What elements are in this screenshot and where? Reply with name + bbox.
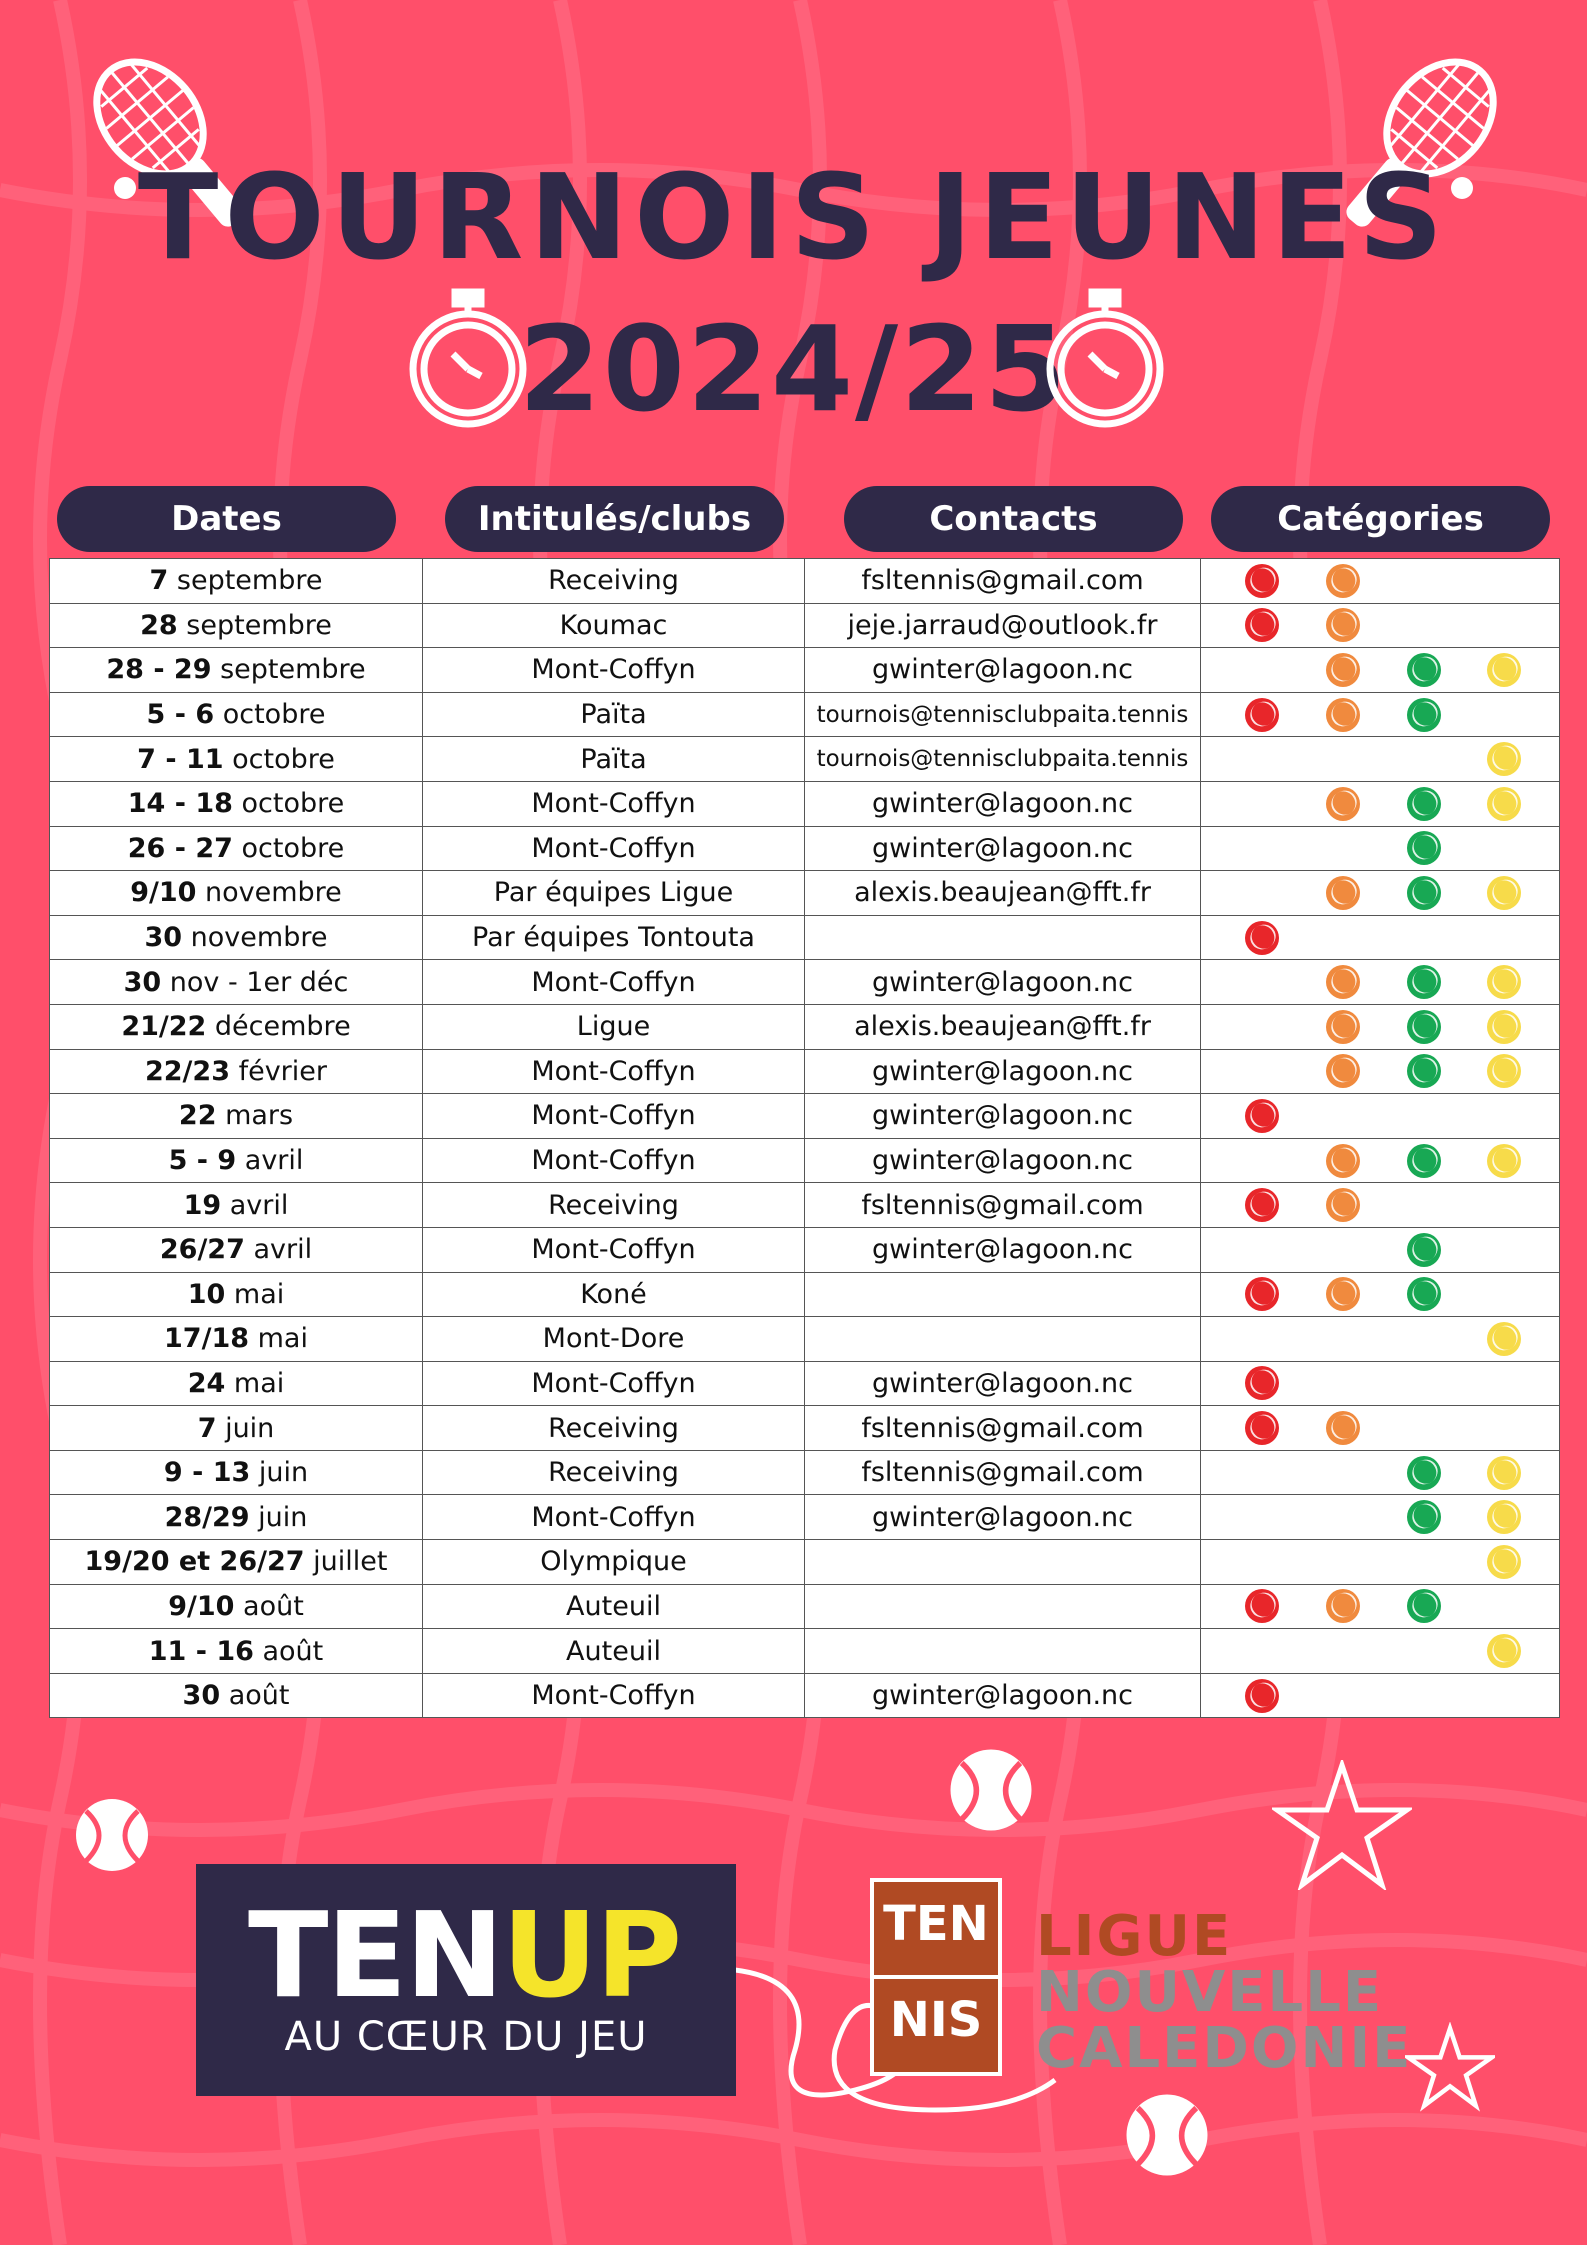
orange-ball-icon <box>1326 698 1360 732</box>
red-ball-icon <box>1245 608 1279 642</box>
cell-contact: gwinter@lagoon.nc <box>805 1138 1201 1183</box>
yellow-ball-icon <box>1487 965 1521 999</box>
cell-categories <box>1201 1183 1560 1228</box>
table-row <box>50 737 1560 782</box>
date-month: août <box>220 1680 290 1712</box>
cell-contact <box>805 915 1201 960</box>
date-days: 7 - 11 <box>137 743 224 775</box>
yellow-ball-icon <box>1487 1010 1521 1044</box>
date-month: mars <box>216 1100 294 1132</box>
red-ball-icon <box>1245 1188 1279 1222</box>
cell-date <box>50 1094 423 1139</box>
season-year: 2024/25 <box>518 300 1069 438</box>
date-month: décembre <box>206 1011 351 1043</box>
date-month: juin <box>250 1457 309 1489</box>
green-ball-icon <box>1407 1277 1441 1311</box>
cell-categories <box>1201 737 1560 782</box>
date-month: avril <box>244 1234 313 1266</box>
date-month: juin <box>249 1501 308 1533</box>
cell-categories <box>1201 1049 1560 1094</box>
cell-contact: tournois@tennisclubpaita.tennis <box>805 737 1201 782</box>
green-ball-icon <box>1407 1010 1441 1044</box>
yellow-ball-icon <box>1487 1545 1521 1579</box>
yellow-ball-icon <box>1487 742 1521 776</box>
cell-contact: alexis.beaujean@fft.fr <box>805 1004 1201 1049</box>
table-row <box>50 1138 1560 1183</box>
date-days: 24 <box>187 1367 226 1399</box>
cell-date <box>50 1138 423 1183</box>
cell-date <box>50 1004 423 1049</box>
cell-date <box>50 559 423 604</box>
date-month: août <box>234 1590 304 1622</box>
cell-contact: gwinter@lagoon.nc <box>805 960 1201 1005</box>
date-month: octobre <box>232 788 345 820</box>
cell-categories <box>1201 1584 1560 1629</box>
yellow-ball-icon <box>1487 1054 1521 1088</box>
cell-club: Receiving <box>423 1450 805 1495</box>
date-days: 9/10 <box>168 1590 235 1622</box>
cell-date <box>50 1183 423 1228</box>
cell-club: Mont-Coffyn <box>423 648 805 693</box>
cell-categories <box>1201 1450 1560 1495</box>
date-month: août <box>253 1635 324 1667</box>
table-row <box>50 1317 1560 1362</box>
date-month: avril <box>236 1145 304 1177</box>
date-days: 17/18 <box>164 1323 250 1355</box>
column-header-contacts: Contacts <box>844 486 1183 552</box>
date-days: 5 - 6 <box>146 699 215 731</box>
date-days: 14 - 18 <box>127 788 233 820</box>
date-month: nov - 1er déc <box>161 966 349 998</box>
table-row <box>50 826 1560 871</box>
cell-contact <box>805 1317 1201 1362</box>
date-days: 22 <box>178 1100 217 1132</box>
green-ball-icon <box>1407 1589 1441 1623</box>
cell-club: Mont-Coffyn <box>423 1138 805 1183</box>
date-days: 21/22 <box>121 1011 207 1043</box>
yellow-ball-icon <box>1487 876 1521 910</box>
cell-club: Mont-Coffyn <box>423 781 805 826</box>
column-header-categories: Catégories <box>1211 486 1550 552</box>
column-header-dates: Dates <box>57 486 396 552</box>
cell-club: Mont-Coffyn <box>423 826 805 871</box>
table-row <box>50 1673 1560 1718</box>
cell-contact: alexis.beaujean@fft.fr <box>805 871 1201 916</box>
cell-date <box>50 737 423 782</box>
green-ball-icon <box>1407 1233 1441 1267</box>
cell-club: Mont-Coffyn <box>423 1094 805 1139</box>
date-month: juin <box>216 1412 275 1444</box>
cell-categories <box>1201 1227 1560 1272</box>
date-days: 26 - 27 <box>127 832 233 864</box>
cell-contact: fsltennis@gmail.com <box>805 559 1201 604</box>
table-row <box>50 1584 1560 1629</box>
tennis-ball-icon <box>72 1795 152 1875</box>
orange-ball-icon <box>1326 608 1360 642</box>
green-ball-icon <box>1407 698 1441 732</box>
red-ball-icon <box>1245 1411 1279 1445</box>
date-month: juillet <box>304 1546 388 1578</box>
cell-club: Auteuil <box>423 1584 805 1629</box>
yellow-ball-icon <box>1487 653 1521 687</box>
date-days: 7 <box>197 1412 217 1444</box>
table-row <box>50 1450 1560 1495</box>
date-days: 5 - 9 <box>168 1145 237 1177</box>
yellow-ball-icon <box>1487 787 1521 821</box>
tenup-logo <box>196 1864 736 2096</box>
date-days: 30 <box>144 922 183 954</box>
cell-club: Mont-Coffyn <box>423 1049 805 1094</box>
cell-date <box>50 603 423 648</box>
tennis-ball-icon <box>1122 2090 1212 2180</box>
cell-club: Par équipes Ligue <box>423 871 805 916</box>
table-row <box>50 1227 1560 1272</box>
cell-contact <box>805 1272 1201 1317</box>
cell-categories <box>1201 692 1560 737</box>
table-row <box>50 1495 1560 1540</box>
cell-date <box>50 1227 423 1272</box>
cell-categories <box>1201 1272 1560 1317</box>
cell-club: Mont-Coffyn <box>423 1673 805 1718</box>
cell-date <box>50 1317 423 1362</box>
date-days: 10 <box>187 1278 226 1310</box>
cell-contact: fsltennis@gmail.com <box>805 1450 1201 1495</box>
date-days: 19 <box>183 1189 222 1221</box>
date-days: 9 - 13 <box>163 1457 251 1489</box>
date-days: 30 <box>123 966 162 998</box>
cell-club: Païta <box>423 692 805 737</box>
cell-contact: gwinter@lagoon.nc <box>805 1049 1201 1094</box>
league-name-line1: LIGUE <box>1036 1904 1233 1969</box>
league-name-line3: CALEDONIE <box>1036 2016 1413 2081</box>
stopwatch-icon <box>1040 284 1170 434</box>
date-days: 11 - 16 <box>148 1635 254 1667</box>
cell-categories <box>1201 1138 1560 1183</box>
orange-ball-icon <box>1326 787 1360 821</box>
cell-contact: gwinter@lagoon.nc <box>805 648 1201 693</box>
table-row <box>50 648 1560 693</box>
cell-date <box>50 781 423 826</box>
tenup-ten-text: TEN <box>248 1886 502 2024</box>
cell-categories <box>1201 1004 1560 1049</box>
cell-club: Par équipes Tontouta <box>423 915 805 960</box>
green-ball-icon <box>1407 876 1441 910</box>
cell-contact: gwinter@lagoon.nc <box>805 1673 1201 1718</box>
cell-club: Receiving <box>423 1406 805 1451</box>
cell-club: Mont-Coffyn <box>423 1227 805 1272</box>
cell-categories <box>1201 648 1560 693</box>
table-row <box>50 603 1560 648</box>
orange-ball-icon <box>1326 1054 1360 1088</box>
orange-ball-icon <box>1326 1277 1360 1311</box>
cell-contact: jeje.jarraud@outlook.fr <box>805 603 1201 648</box>
cell-contact: gwinter@lagoon.nc <box>805 1094 1201 1139</box>
cell-date <box>50 1450 423 1495</box>
table-row <box>50 960 1560 1005</box>
table-row <box>50 1004 1560 1049</box>
date-days: 28 - 29 <box>106 654 212 686</box>
cell-club: Receiving <box>423 1183 805 1228</box>
cell-contact: fsltennis@gmail.com <box>805 1183 1201 1228</box>
red-ball-icon <box>1245 1366 1279 1400</box>
table-row <box>50 692 1560 737</box>
cell-contact <box>805 1540 1201 1585</box>
green-ball-icon <box>1407 1054 1441 1088</box>
date-month: novembre <box>196 877 342 909</box>
green-ball-icon <box>1407 653 1441 687</box>
cell-date <box>50 1049 423 1094</box>
date-days: 7 <box>149 565 169 597</box>
cell-contact: gwinter@lagoon.nc <box>805 1495 1201 1540</box>
table-row <box>50 915 1560 960</box>
cell-categories <box>1201 915 1560 960</box>
cell-categories <box>1201 1540 1560 1585</box>
date-month: octobre <box>214 699 326 731</box>
cell-categories <box>1201 960 1560 1005</box>
red-ball-icon <box>1245 1679 1279 1713</box>
date-days: 28 <box>140 609 178 641</box>
table-row <box>50 871 1560 916</box>
orange-ball-icon <box>1326 1411 1360 1445</box>
orange-ball-icon <box>1326 1188 1360 1222</box>
table-row <box>50 1183 1560 1228</box>
yellow-ball-icon <box>1487 1322 1521 1356</box>
cell-date <box>50 1495 423 1540</box>
cell-contact: gwinter@lagoon.nc <box>805 826 1201 871</box>
cell-contact: tournois@tennisclubpaita.tennis <box>805 692 1201 737</box>
orange-ball-icon <box>1326 1010 1360 1044</box>
cell-categories <box>1201 1361 1560 1406</box>
cell-categories <box>1201 1317 1560 1362</box>
cell-date <box>50 1629 423 1674</box>
cell-categories <box>1201 603 1560 648</box>
table-row <box>50 1540 1560 1585</box>
date-month: avril <box>221 1189 289 1221</box>
red-ball-icon <box>1245 698 1279 732</box>
tennis-ball-icon <box>946 1745 1036 1835</box>
yellow-ball-icon <box>1487 1634 1521 1668</box>
green-ball-icon <box>1407 1500 1441 1534</box>
cell-date <box>50 915 423 960</box>
cell-club: Koumac <box>423 603 805 648</box>
green-ball-icon <box>1407 965 1441 999</box>
cell-categories <box>1201 1673 1560 1718</box>
page-title: TOURNOIS JEUNES <box>137 148 1450 286</box>
cell-club: Païta <box>423 737 805 782</box>
league-name-line2: NOUVELLE <box>1036 1960 1384 2025</box>
cell-date <box>50 826 423 871</box>
cell-categories <box>1201 1629 1560 1674</box>
star-icon <box>1272 1760 1412 1890</box>
orange-ball-icon <box>1326 1589 1360 1623</box>
star-icon <box>1405 2022 1495 2112</box>
column-header-clubs: Intitulés/clubs <box>445 486 784 552</box>
table-row <box>50 1094 1560 1139</box>
cell-club: Koné <box>423 1272 805 1317</box>
cell-categories <box>1201 1495 1560 1540</box>
cell-date <box>50 960 423 1005</box>
tournament-schedule-table <box>49 558 1560 1718</box>
date-month: septembre <box>211 654 366 686</box>
cell-date <box>50 1540 423 1585</box>
cell-contact: gwinter@lagoon.nc <box>805 781 1201 826</box>
cell-club: Receiving <box>423 559 805 604</box>
cell-contact <box>805 1629 1201 1674</box>
cell-club: Mont-Coffyn <box>423 960 805 1005</box>
table-row <box>50 1272 1560 1317</box>
cell-contact: gwinter@lagoon.nc <box>805 1361 1201 1406</box>
cell-date <box>50 1584 423 1629</box>
date-month: mai <box>249 1323 308 1355</box>
green-ball-icon <box>1407 1456 1441 1490</box>
green-ball-icon <box>1407 831 1441 865</box>
date-month: octobre <box>223 743 335 775</box>
green-ball-icon <box>1407 1144 1441 1178</box>
date-days: 30 <box>182 1680 221 1712</box>
cell-date <box>50 1361 423 1406</box>
cell-categories <box>1201 1406 1560 1451</box>
cell-club: Auteuil <box>423 1629 805 1674</box>
date-month: septembre <box>168 565 323 597</box>
cell-club: Mont-Coffyn <box>423 1361 805 1406</box>
cell-categories <box>1201 1094 1560 1139</box>
orange-ball-icon <box>1326 876 1360 910</box>
date-month: mai <box>225 1367 285 1399</box>
red-ball-icon <box>1245 1589 1279 1623</box>
date-month: septembre <box>177 609 332 641</box>
date-month: novembre <box>182 922 328 954</box>
date-month: février <box>230 1055 327 1087</box>
table-row <box>50 781 1560 826</box>
orange-ball-icon <box>1326 965 1360 999</box>
red-ball-icon <box>1245 1277 1279 1311</box>
orange-ball-icon <box>1326 564 1360 598</box>
court-nis-text: NIS <box>889 1992 983 2048</box>
table-row <box>50 1361 1560 1406</box>
cell-date <box>50 648 423 693</box>
cell-club: Ligue <box>423 1004 805 1049</box>
cell-contact: fsltennis@gmail.com <box>805 1406 1201 1451</box>
date-month: mai <box>225 1278 285 1310</box>
table-row <box>50 1629 1560 1674</box>
cell-contact: gwinter@lagoon.nc <box>805 1227 1201 1272</box>
date-days: 19/20 et 26/27 <box>84 1546 305 1578</box>
date-days: 28/29 <box>164 1501 250 1533</box>
tenup-up-text: UP <box>501 1886 681 2024</box>
cell-categories <box>1201 871 1560 916</box>
court-divider <box>874 1975 998 1979</box>
table-row <box>50 1049 1560 1094</box>
cell-date <box>50 1272 423 1317</box>
orange-ball-icon <box>1326 1144 1360 1178</box>
cell-date <box>50 1673 423 1718</box>
cell-club: Olympique <box>423 1540 805 1585</box>
cell-date <box>50 692 423 737</box>
tenup-tagline: AU CŒUR DU JEU <box>284 2014 648 2060</box>
court-ten-text: TEN <box>883 1896 989 1952</box>
cell-categories <box>1201 781 1560 826</box>
cell-club: Mont-Coffyn <box>423 1495 805 1540</box>
date-days: 22/23 <box>144 1055 230 1087</box>
date-days: 9/10 <box>130 877 197 909</box>
cell-club: Mont-Dore <box>423 1317 805 1362</box>
table-row <box>50 1406 1560 1451</box>
cell-contact <box>805 1584 1201 1629</box>
table-row <box>50 559 1560 604</box>
yellow-ball-icon <box>1487 1456 1521 1490</box>
red-ball-icon <box>1245 1099 1279 1133</box>
tennis-league-logo <box>870 1878 1002 2076</box>
yellow-ball-icon <box>1487 1144 1521 1178</box>
date-days: 26/27 <box>159 1234 245 1266</box>
cell-categories <box>1201 559 1560 604</box>
red-ball-icon <box>1245 564 1279 598</box>
date-month: octobre <box>232 832 345 864</box>
cell-categories <box>1201 826 1560 871</box>
cell-date <box>50 1406 423 1451</box>
yellow-ball-icon <box>1487 1500 1521 1534</box>
green-ball-icon <box>1407 787 1441 821</box>
orange-ball-icon <box>1326 653 1360 687</box>
red-ball-icon <box>1245 921 1279 955</box>
cell-date <box>50 871 423 916</box>
